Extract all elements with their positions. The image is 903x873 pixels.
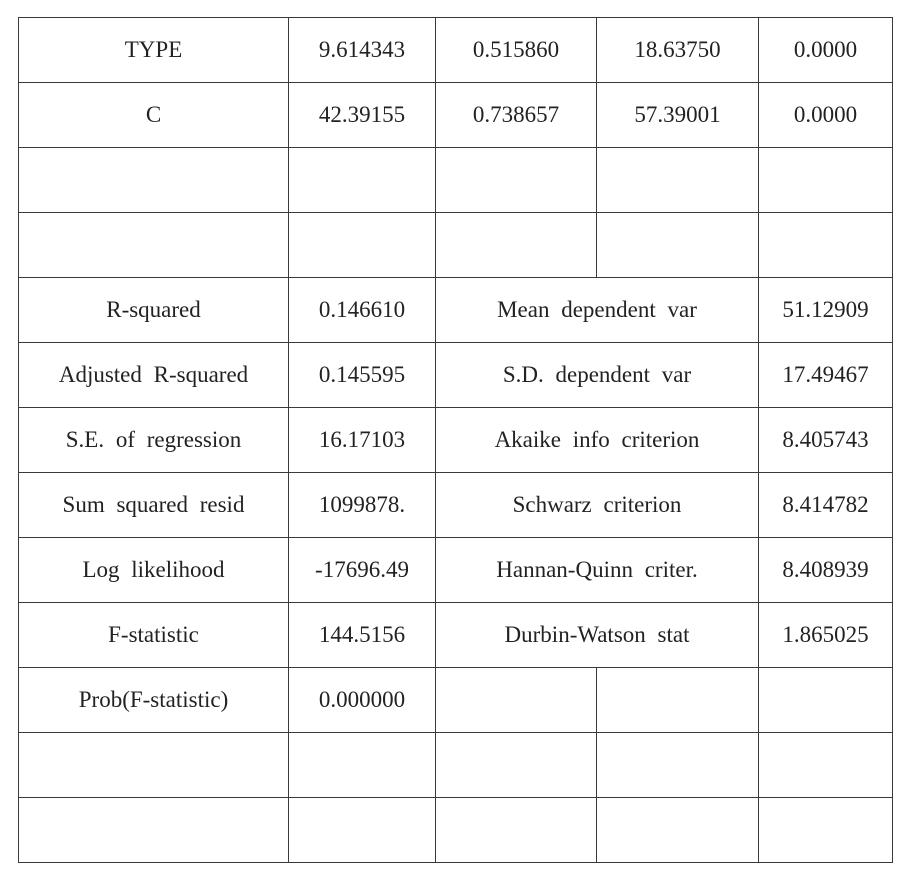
empty-row [19,148,893,213]
empty-cell [19,733,289,798]
stat-value: 1.865025 [759,603,893,668]
stat-row-sum-squared-resid [19,473,893,538]
empty-cell [759,798,893,863]
stat-label: R-squared [19,278,289,343]
stat-label: S.D. dependent var [436,343,759,408]
empty-cell [289,798,436,863]
empty-cell [436,213,597,278]
empty-cell [597,148,759,213]
stat-value: 8.405743 [759,408,893,473]
stat-value: 8.408939 [759,538,893,603]
empty-cell [289,148,436,213]
stat-value: 144.5156 [289,603,436,668]
stat-label: Sum squared resid [19,473,289,538]
stat-row-r-squared [19,278,893,343]
stat-label: Durbin-Watson stat [436,603,759,668]
stat-label: S.E. of regression [19,408,289,473]
coefficient-row-c [19,83,893,148]
empty-cell [19,148,289,213]
stat-row-prob-f-statistic [19,668,893,733]
std-error-value: 0.738657 [436,83,597,148]
coefficient-value: 42.39155 [289,83,436,148]
empty-cell [759,668,893,733]
regression-output-table [18,17,893,863]
stat-label: Hannan-Quinn criter. [436,538,759,603]
stat-row-se-regression [19,408,893,473]
coefficient-row-type [19,18,893,83]
prob-value: 0.0000 [759,18,893,83]
stat-value: 51.12909 [759,278,893,343]
empty-cell [436,733,597,798]
stat-value: 17.49467 [759,343,893,408]
empty-cell [597,213,759,278]
empty-cell [19,798,289,863]
stat-label: Adjusted R-squared [19,343,289,408]
t-statistic-value: 18.63750 [597,18,759,83]
stat-row-f-statistic [19,603,893,668]
stat-label: F-statistic [19,603,289,668]
stat-value: 8.414782 [759,473,893,538]
empty-cell [759,148,893,213]
stat-value: -17696.49 [289,538,436,603]
variable-name: TYPE [19,18,289,83]
stat-label: Mean dependent var [436,278,759,343]
empty-cell [759,213,893,278]
stat-value: 1099878. [289,473,436,538]
stat-value: 16.17103 [289,408,436,473]
stat-row-adjusted-r-squared [19,343,893,408]
stat-label: Prob(F-statistic) [19,668,289,733]
t-statistic-value: 57.39001 [597,83,759,148]
stat-value: 0.146610 [289,278,436,343]
stat-value: 0.000000 [289,668,436,733]
stat-label: Akaike info criterion [436,408,759,473]
empty-row [19,798,893,863]
empty-cell [436,148,597,213]
empty-row [19,213,893,278]
empty-cell [19,213,289,278]
stat-value: 0.145595 [289,343,436,408]
empty-cell [289,213,436,278]
stat-row-log-likelihood [19,538,893,603]
empty-cell [436,798,597,863]
prob-value: 0.0000 [759,83,893,148]
empty-cell [289,733,436,798]
stat-label: Log likelihood [19,538,289,603]
empty-row [19,733,893,798]
empty-cell [597,798,759,863]
stat-label: Schwarz criterion [436,473,759,538]
coefficient-value: 9.614343 [289,18,436,83]
empty-cell [436,668,597,733]
empty-cell [597,668,759,733]
empty-cell [759,733,893,798]
empty-cell [597,733,759,798]
variable-name: C [19,83,289,148]
std-error-value: 0.515860 [436,18,597,83]
